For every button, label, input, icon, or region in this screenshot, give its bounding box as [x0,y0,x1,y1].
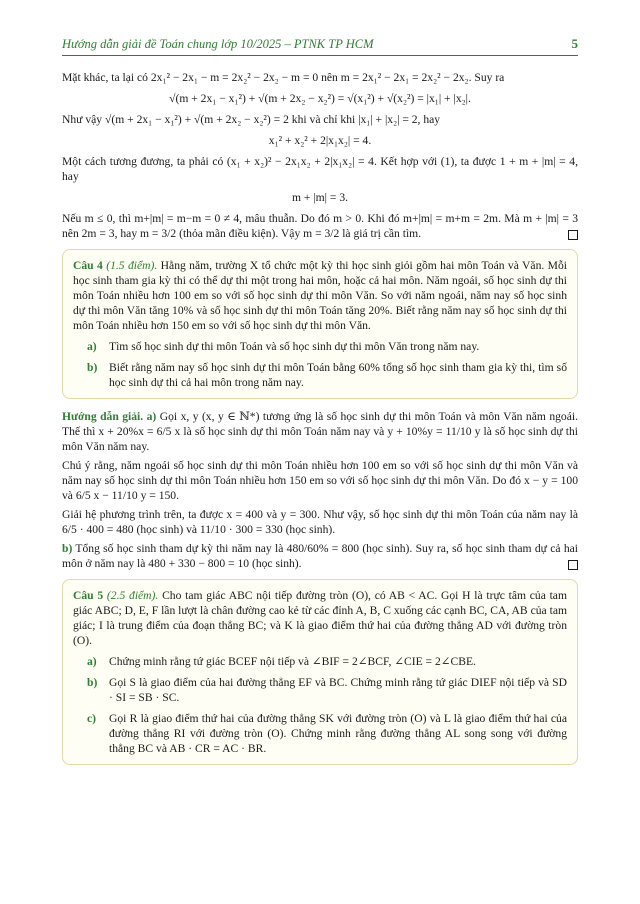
question-4-text: Hằng năm, trường X tổ chức một kỳ thi học sinh giỏi gồm hai môn Toán và Văn. Mỗi học sinh tham gia kỳ thi có thể dự thi một trong hai môn, hoặc cả hai môn. Năm ngoái, số học sinh dự thi môn Toán nhiều hơn 100 em so với số học sinh dự thi môn Văn. So với năm ngoái, năm nay số học sinh dự thi môn Văn tăng 10% và số học sinh dự thi môn Toán tăng 20%. Biết rằng năm nay số học sinh dự thi môn Toán nhiều hơn 150 em so với số học sinh dự thi môn Văn. [73,259,567,332]
question-5-points: (2.5 điểm). [106,589,159,602]
equation-2: x₁² + x₂² + 2|x₁x₂| = 4. [268,134,372,147]
part-b-text: Biết rằng năm nay số học sinh dự thi môn Toán bằng 60% tổng số học sinh tham gia kỳ thi, tìm số học sinh dự thi cả hai môn trong năm nay. [109,361,567,389]
solution-part-a-label: a) [146,410,157,423]
intro-paragraph-4 [62,211,578,241]
question-4-statement [73,258,567,333]
solution-part-a-text: Gọi x, y (x, y ∈ ℕ*) tương ứng là số học sinh dự thi môn Toán và môn Văn năm ngoái. Thế thì x + 20%x = 6/5 x là số học sinh dự thi môn Toán năm nay và y + 10%y = 11/10 y là số học sinh dự thi môn Văn năm nay. [62,410,578,453]
part-a-label: a) [87,340,97,353]
question-5-part-b [87,675,567,705]
header-rule [62,55,578,56]
intro-paragraph-1: Mặt khác, ta lại có 2x₁² − 2x₁ − m = 2x₂² − 2x₂ − m = 0 nên m = 2x₁² − 2x₁ = 2x₂² − 2x₂. Suy ra [62,71,505,84]
question-5-part-c [87,711,567,756]
part-b-label: b) [87,361,98,374]
solution-4-paragraph-2: Chú ý rằng, năm ngoái số học sinh dự thi môn Toán nhiều hơn 100 em so với số học sinh dự thi môn Văn và năm nay số học sinh dự thi môn Toán nhiều hơn 150 em so với số học sinh dự thi môn Văn. Do đó x − y = 100 và 6/5 x − 11/10 y = 150. [62,459,578,502]
page-number: 5 [571,36,578,51]
question-4-part-a [87,339,567,354]
question-5-part-a [87,654,567,669]
solution-part-b-text: Tổng số học sinh tham dự kỳ thi năm nay là 480/60% = 800 (học sinh). Suy ra, số học sinh tham dự cả hai môn ở năm nay là 480 + 330 − 800 = 10 (học sinh). [62,542,578,570]
part-a-label: a) [87,655,97,668]
part-a-text: Chứng minh rằng tứ giác BCEF nội tiếp và ∠BIF = 2∠BCF, ∠CIE = 2∠CBE. [109,655,476,668]
question-5-statement [73,588,567,648]
question-5-label: Câu 5 [73,589,104,602]
solution-heading: Hướng dẫn giải. [62,410,144,423]
part-c-text: Gọi R là giao điểm thứ hai của đường thẳng SK với đường tròn (O) và L là giao điểm thứ hai của đường thẳng RI với đường tròn (O). Chứng minh rằng đường thẳng AL song song với đường thẳng BC và AB · CR = AC · BR. [109,712,567,755]
question-5-box [62,579,578,765]
part-b-label: b) [87,676,98,689]
question-5-text: Cho tam giác ABC nội tiếp đường tròn (O), có AB < AC. Gọi H là trực tâm của tam giác ABC; D, E, F lần lượt là chân đường cao kẻ từ các đỉnh A, B, C xuống các cạnh BC, CA, AB của tam giác; I là trung điểm của đoạn thẳng BC; và K là giao điểm thứ hai của đường thẳng AD với đường tròn (O). [73,589,567,647]
question-4-part-b [87,360,567,390]
part-c-label: c) [87,712,97,725]
qed-symbol [568,230,578,240]
qed-symbol [568,560,578,570]
solution-part-b-label: b) [62,542,73,555]
solution-4-paragraph-4 [62,541,578,571]
intro-paragraph-3: Một cách tương đương, ta phải có (x₁ + x₂)² − 2x₁x₂ + 2|x₁x₂| = 4. Kết hợp với (1), ta được 1 + m + |m| = 4, hay [62,155,578,183]
part-b-text: Gọi S là giao điểm của hai đường thẳng EF và BC. Chứng minh rằng tứ giác DIEF nội tiếp và SD · SI = SB · SC. [109,676,567,704]
page-header [62,34,578,52]
part-a-text: Tìm số học sinh dự thi môn Toán và số học sinh dự thi môn Văn trong năm nay. [109,340,480,353]
question-4-label: Câu 4 [73,259,103,272]
page-content [62,70,578,775]
question-4-points: (1.5 điểm). [106,259,158,272]
equation-3: m + |m| = 3. [291,191,349,204]
solution-4-paragraph-1 [62,409,578,454]
question-4-box [62,249,578,399]
equation-1: √(m + 2x₁ − x₁²) + √(m + 2x₂ − x₂²) = √(x₁²) + √(x₂²) = |x₁| + |x₂|. [169,92,471,105]
intro-paragraph-4-text: Nếu m ≤ 0, thì m+|m| = m−m = 0 ≠ 4, mâu thuẫn. Do đó m > 0. Khi đó m+|m| = m+m = 2m. Mà m + |m| = 3 nên 2m = 3, hay m = 3/2 (thỏa mãn điều kiện). Vậy m = 3/2 là giá trị cần tìm. [62,212,578,240]
header-title: Hướng dẫn giải đề Toán chung lớp 10/2025 – PTNK TP HCM [62,37,374,51]
solution-4-paragraph-3: Giải hệ phương trình trên, ta được x = 400 và y = 300. Như vậy, số học sinh dự thi môn Toán của năm nay là 6/5 · 400 = 480 (học sinh) và 11/10 · 300 = 330 (học sinh). [62,508,578,536]
intro-paragraph-2: Như vậy √(m + 2x₁ − x₁²) + √(m + 2x₂ − x₂²) = 2 khi và chỉ khi |x₁| + |x₂| = 2, hay [62,113,441,126]
